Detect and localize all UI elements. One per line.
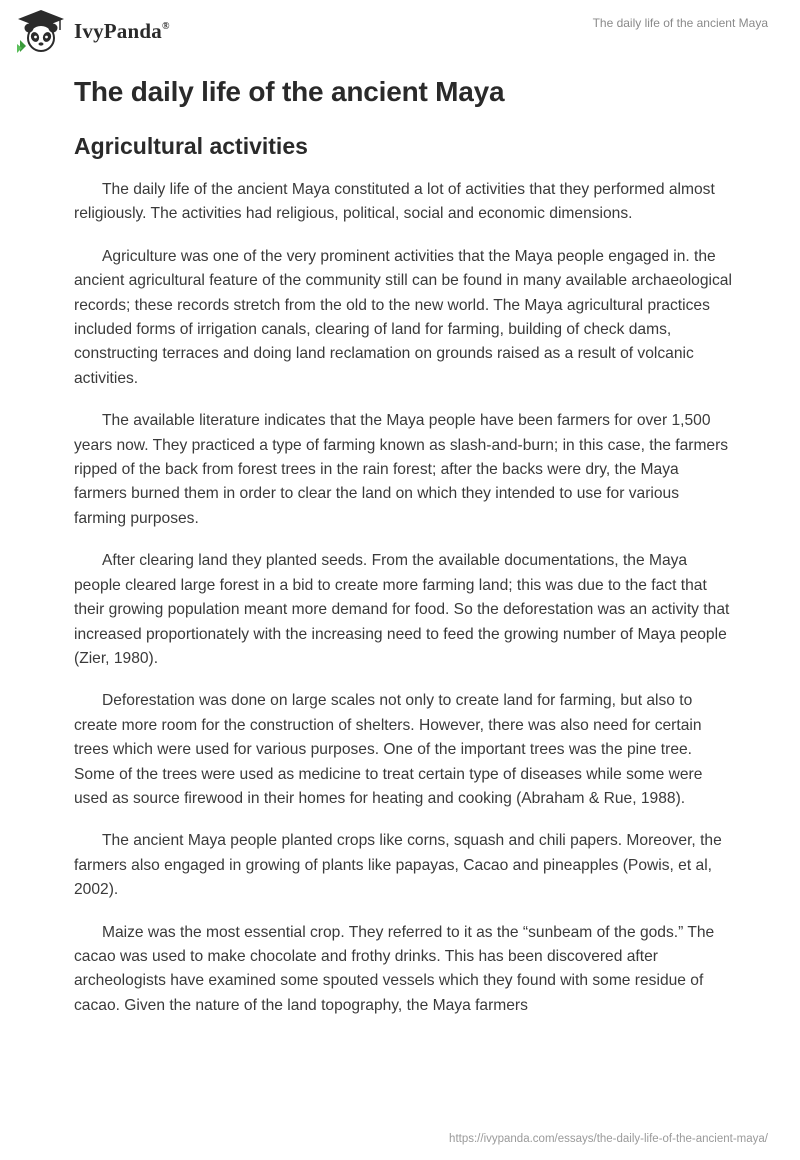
panda-graduate-icon	[14, 8, 68, 54]
source-url-link[interactable]: https://ivypanda.com/essays/the-daily-life-of-the-ancient-maya/	[449, 1133, 768, 1145]
page-title: The daily life of the ancient Maya	[74, 76, 505, 107]
page-header	[0, 0, 800, 64]
paragraph: The daily life of the ancient Maya constituted a lot of activities that they performed almost religiously. The activities had religious, political, social and economic dimensions.	[74, 181, 715, 223]
header-doc-title: The daily life of the ancient Maya	[592, 16, 768, 30]
paragraph: The available literature indicates that the Maya people have been farmers for over 1,500 years now. They practiced a type of farming known as slash-and-burn; in this case, the farmers ripped of the back from forest trees in the rain forest; after the backs were dry, the Maya farmers burned them in order to clear the land on which they intended to use for various farming purposes.	[74, 412, 729, 527]
brand-name: IvyPanda®	[74, 18, 170, 43]
section-heading: Agricultural activities	[74, 133, 308, 159]
brand-logo[interactable]	[14, 8, 170, 54]
paragraph: After clearing land they planted seeds. From the available documentations, the Maya people cleared large forest in a bid to create more farming land; this was due to the fact that their growing population meant more demand for food. So the deforestation was an activity that increased proportionately with the increasing need to feed the growing number of Maya people (Zier, 1980).	[74, 552, 730, 667]
paragraph: Maize was the most essential crop. They referred to it as the “sunbeam of the gods.” The cacao was used to make chocolate and frothy drinks. This has been discovered after archeologists have examined some spouted vessels which they found with some residue of cacao. Given the nature of the land topography, the Maya farmers	[74, 923, 715, 1014]
paragraph: Agriculture was one of the very prominent activities that the Maya people engaged in. the ancient agricultural feature of the community still can be found in many available archaeological records; these records stretch from the old to the new world. The Maya agricultural practices included forms of irrigation canals, clearing of land for farming, building of check dams, constructing terraces and doing land reclamation on grounds raised as a result of volcanic activities.	[74, 247, 732, 387]
paragraph: Deforestation was done on large scales not only to create land for farming, but also to create more room for the construction of shelters. However, there was also need for certain trees which were used for various purposes. One of the important trees was the pine tree. Some of the trees were used as medicine to treat certain type of diseases while some were used as source firewood in their homes for heating and cooking (Abraham & Rue, 1988).	[74, 692, 703, 807]
article	[74, 72, 734, 1018]
paragraph: The ancient Maya people planted crops like corns, squash and chili papers. Moreover, the farmers also engaged in growing of plants like papayas, Cacao and pineapples (Powis, et al, 2002).	[74, 832, 722, 899]
